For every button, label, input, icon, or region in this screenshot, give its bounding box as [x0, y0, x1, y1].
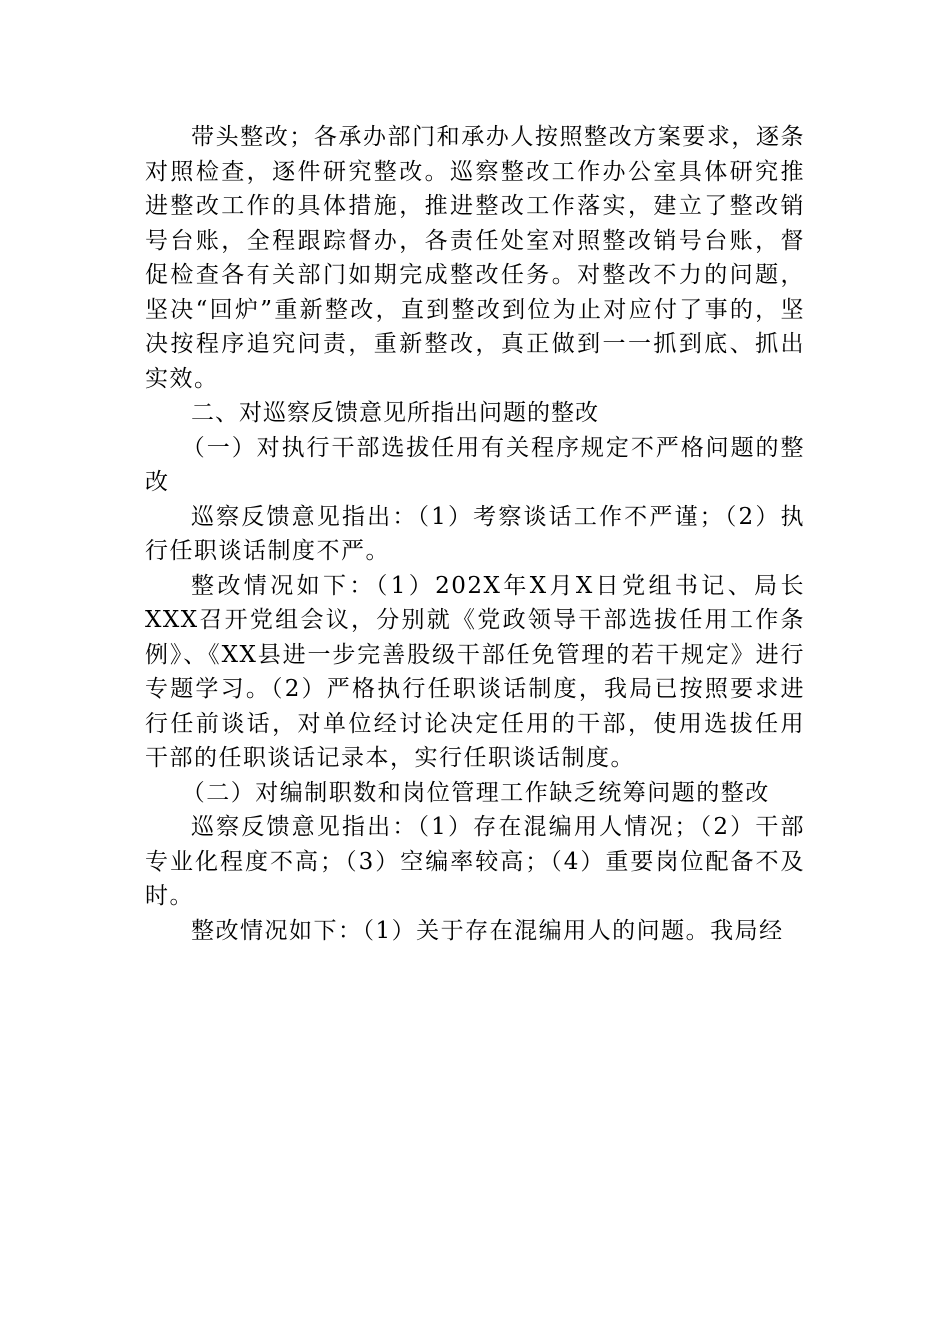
paragraph-feedback-1: 巡察反馈意见指出：（1）考察谈话工作不严谨；（2）执行任职谈话制度不严。: [145, 503, 805, 564]
section-heading-2: 二、对巡察反馈意见所指出问题的整改: [191, 400, 599, 426]
subsection-heading-1: （一）对执行干部选拔任用有关程序规定不严格问题的整改: [145, 434, 805, 495]
paragraph-feedback-2: 巡察反馈意见指出：（1）存在混编用人情况；（2）干部专业化程度不高；（3）空编率较高；（4）重要岗位配备不及时。: [145, 814, 805, 909]
document-body: [145, 120, 805, 948]
subsection-heading-2: （二）对编制职数和岗位管理工作缺乏统筹问题的整改: [181, 779, 770, 806]
paragraph-rectification-2: 整改情况如下：（1）关于存在混编用人的问题。我局经: [191, 917, 784, 944]
paragraph-rectification-1: 整改情况如下：（1）202X年X月X日党组书记、局长XXX召开党组会议，分别就《党政领导干部选拔任用工作条例》、《XX县进一步完善股级干部任免管理的若干规定》进行专题学习。（2）严格执行任职谈话制度，我局已按照要求进行任前谈话，对单位经讨论决定任用的干部，使用选拔任用干部的任职谈话记录本，实行任职谈话制度。: [145, 572, 805, 771]
paragraph-rectification-lead: 带头整改；各承办部门和承办人按照整改方案要求，逐条对照检查，逐件研究整改。巡察整改工作办公室具体研究推进整改工作的具体措施，推进整改工作落实，建立了整改销号台账，全程跟踪督办，各责任处室对照整改销号台账，督促检查各有关部门如期完成整改任务。对整改不力的问题，坚决“回炉”重新整改，直到整改到位为止对应付了事的，坚决按程序追究问责，重新整改，真正做到一一抓到底、抓出实效。: [145, 124, 805, 392]
